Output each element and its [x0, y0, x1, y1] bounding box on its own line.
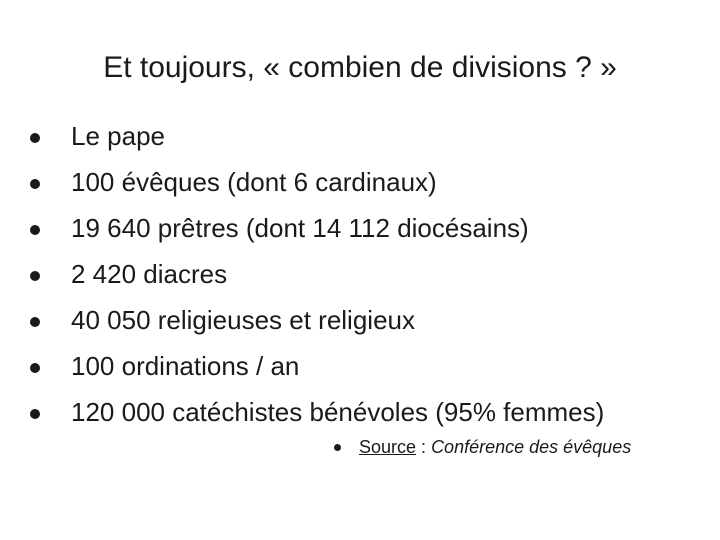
bullet-icon — [30, 225, 40, 235]
slide-title: Et toujours, « combien de divisions ? » — [103, 51, 617, 84]
list-item — [30, 343, 604, 389]
bullet-icon — [30, 133, 40, 143]
bullet-icon — [30, 317, 40, 327]
list-item — [30, 251, 604, 297]
source-value: Conférence des évêques — [431, 437, 632, 457]
list-item — [30, 113, 604, 159]
bullet-text: 100 évêques (dont 6 cardinaux) — [71, 166, 437, 197]
bullet-icon — [334, 444, 341, 451]
source-label: Source — [359, 437, 417, 457]
bullet-list — [30, 113, 604, 435]
bullet-text: 2 420 diacres — [71, 258, 228, 289]
bullet-text: 40 050 religieuses et religieux — [71, 304, 415, 335]
source-line — [334, 437, 631, 458]
bullet-icon — [30, 409, 40, 419]
bullet-text: 19 640 prêtres (dont 14 112 diocésains) — [71, 212, 529, 243]
bullet-text: Le pape — [71, 120, 165, 151]
bullet-icon — [30, 363, 40, 373]
list-item — [30, 297, 604, 343]
list-item — [30, 159, 604, 205]
bullet-text: 100 ordinations / an — [71, 350, 300, 381]
list-item — [30, 389, 604, 435]
source-separator: : — [416, 437, 432, 457]
bullet-text: 120 000 catéchistes bénévoles (95% femmes) — [71, 396, 605, 427]
bullet-icon — [30, 179, 40, 189]
list-item — [30, 205, 604, 251]
bullet-icon — [30, 271, 40, 281]
